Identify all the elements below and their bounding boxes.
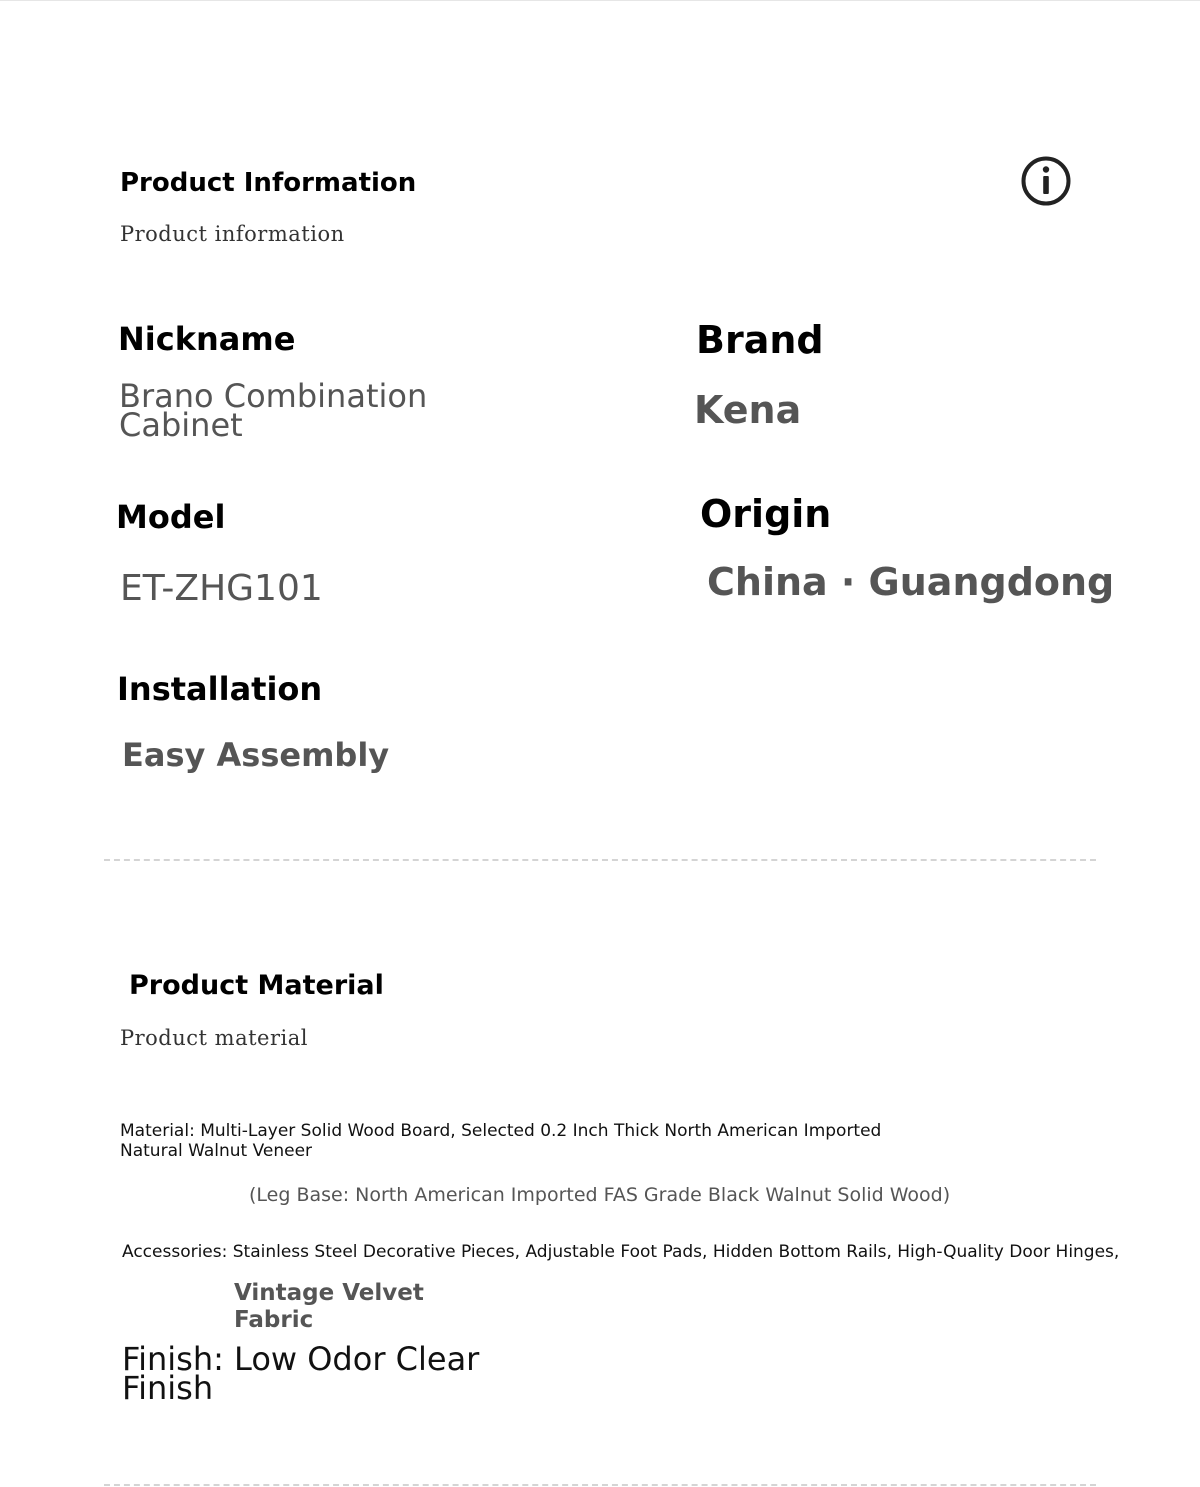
- finish-description-line-1: Finish: Low Odor Clear: [122, 1340, 480, 1378]
- leg-base-description: (Leg Base: North American Imported FAS Grade Black Walnut Solid Wood): [249, 1184, 951, 1206]
- info-icon[interactable]: [1021, 156, 1071, 206]
- model-label: Model: [116, 498, 226, 536]
- nickname-label: Nickname: [118, 320, 296, 358]
- section-subtitle-product-information: Product information: [120, 222, 345, 246]
- installation-label: Installation: [117, 670, 323, 708]
- origin-label: Origin: [700, 492, 832, 536]
- section-title-product-material: Product Material: [129, 970, 384, 1001]
- fabric-description-line-2: Fabric: [234, 1307, 314, 1333]
- bottom-divider: [104, 1484, 1096, 1486]
- material-description-line-2: Natural Walnut Veneer: [120, 1141, 313, 1161]
- accessories-description: Accessories: Stainless Steel Decorative Pieces, Adjustable Foot Pads, Hidden Bottom Rails, High-Quality Door Hinges,: [122, 1242, 1120, 1262]
- brand-label: Brand: [696, 318, 824, 362]
- nickname-value: [119, 377, 428, 444]
- installation-value: Easy Assembly: [122, 736, 390, 774]
- material-description-line-1: Material: Multi-Layer Solid Wood Board, Selected 0.2 Inch Thick North American Imported: [120, 1121, 882, 1141]
- nickname-value-line-2: Cabinet: [119, 406, 243, 444]
- nickname-value-line-1: Brano Combination: [119, 377, 428, 415]
- model-value: ET-ZHG101: [120, 568, 323, 609]
- brand-value: Kena: [694, 388, 802, 432]
- section-divider: [104, 859, 1096, 861]
- finish-description-line-2: Finish: [122, 1369, 214, 1407]
- section-title-product-information: Product Information: [120, 168, 417, 198]
- section-subtitle-product-material: Product material: [120, 1026, 308, 1050]
- fabric-description-line-1: Vintage Velvet: [234, 1280, 424, 1306]
- top-border: [0, 0, 1200, 1]
- origin-value: China · Guangdong: [707, 560, 1115, 604]
